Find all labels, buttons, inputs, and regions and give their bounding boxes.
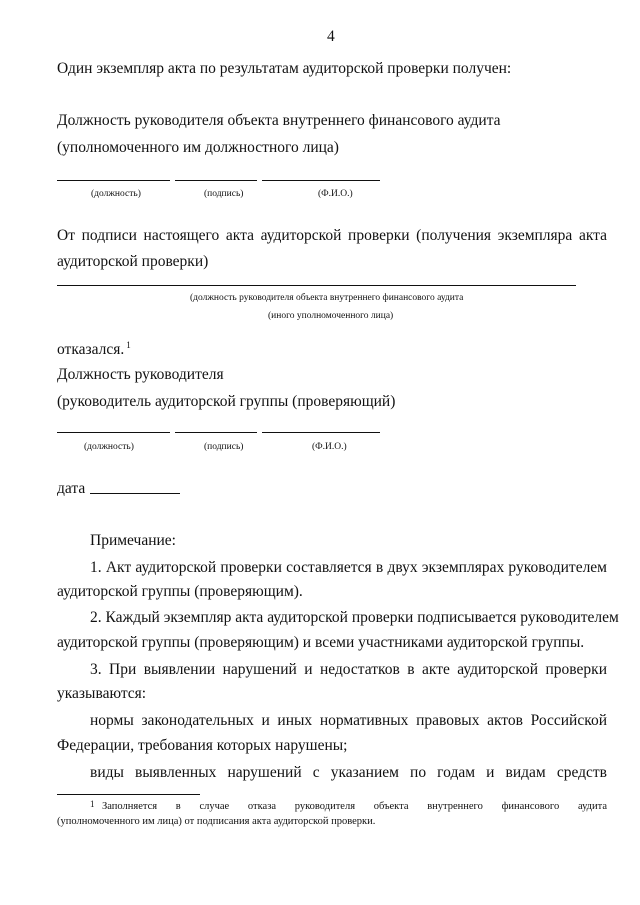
sig2-position-line: [57, 432, 170, 433]
sig1-name-caption: (Ф.И.О.): [318, 189, 353, 199]
sig2-signature-caption: (подпись): [204, 442, 244, 452]
note3-item1-line1: нормы законодательных и иных нормативных правовых актов Российской: [90, 712, 607, 729]
head-position-line1: Должность руководителя объекта внутреннего финансового аудита: [57, 112, 501, 129]
sig1-name-line: [262, 180, 380, 181]
footnote-line1: Заполняется в случае отказа руководителя объекта внутреннего финансового аудита: [102, 801, 607, 812]
refusal-caption-line1: (должность руководителя объекта внутреннего финансового аудита: [190, 293, 464, 303]
refused-word: отказался.: [57, 341, 125, 359]
refusal-caption-line2: (иного уполномоченного лица): [268, 311, 394, 321]
note1-line1: 1. Акт аудиторской проверки составляется в двух экземплярах руководителем: [90, 559, 607, 576]
sig2-name-caption: (Ф.И.О.): [312, 442, 347, 452]
note2-line1: 2. Каждый экземпляр акта аудиторской проверки подписывается руководителем: [90, 609, 619, 626]
note2-line2: аудиторской группы (проверяющим) и всеми участниками аудиторской группы.: [57, 634, 585, 651]
leader-title: Должность руководителя: [57, 366, 224, 383]
date-label: дата: [57, 480, 86, 497]
refusal-line1: От подписи настоящего акта аудиторской проверки (получения экземпляра акта: [57, 227, 607, 244]
refusal-underline: [57, 285, 576, 286]
received-line: Один экземпляр акта по результатам аудиторской проверки получен:: [57, 60, 512, 77]
refused-text: [57, 340, 131, 359]
sig1-signature-caption: (подпись): [204, 189, 244, 199]
note3-item2-line1: виды выявленных нарушений с указанием по годам и видам средств: [90, 764, 607, 781]
refused-footnote-mark: 1: [126, 340, 131, 350]
sig1-position-line: [57, 180, 170, 181]
note3-line1: 3. При выявлении нарушений и недостатков в акте аудиторской проверки: [90, 661, 607, 678]
leader-subtitle: (руководитель аудиторской группы (проверяющий): [57, 393, 396, 410]
sig2-position-caption: (должность): [84, 442, 134, 452]
refusal-line2: аудиторской проверки): [57, 253, 209, 270]
footnote-number: 1: [90, 799, 95, 809]
page-number: 4: [327, 28, 335, 45]
sig1-position-caption: (должность): [91, 189, 141, 199]
date-underline: [90, 493, 180, 494]
footnote-line2: (уполномоченного им лица) от подписания акта аудиторской проверки.: [57, 816, 376, 827]
sig2-name-line: [262, 432, 380, 433]
sig2-signature-line: [175, 432, 257, 433]
head-position-line2: (уполномоченного им должностного лица): [57, 139, 339, 156]
footnote-separator: [57, 794, 200, 795]
note-title: Примечание:: [90, 532, 176, 549]
note3-item1-line2: Федерации, требования которых нарушены;: [57, 737, 348, 754]
note1-line2: аудиторской группы (проверяющим).: [57, 583, 303, 600]
note3-line2: указываются:: [57, 685, 147, 702]
sig1-signature-line: [175, 180, 257, 181]
